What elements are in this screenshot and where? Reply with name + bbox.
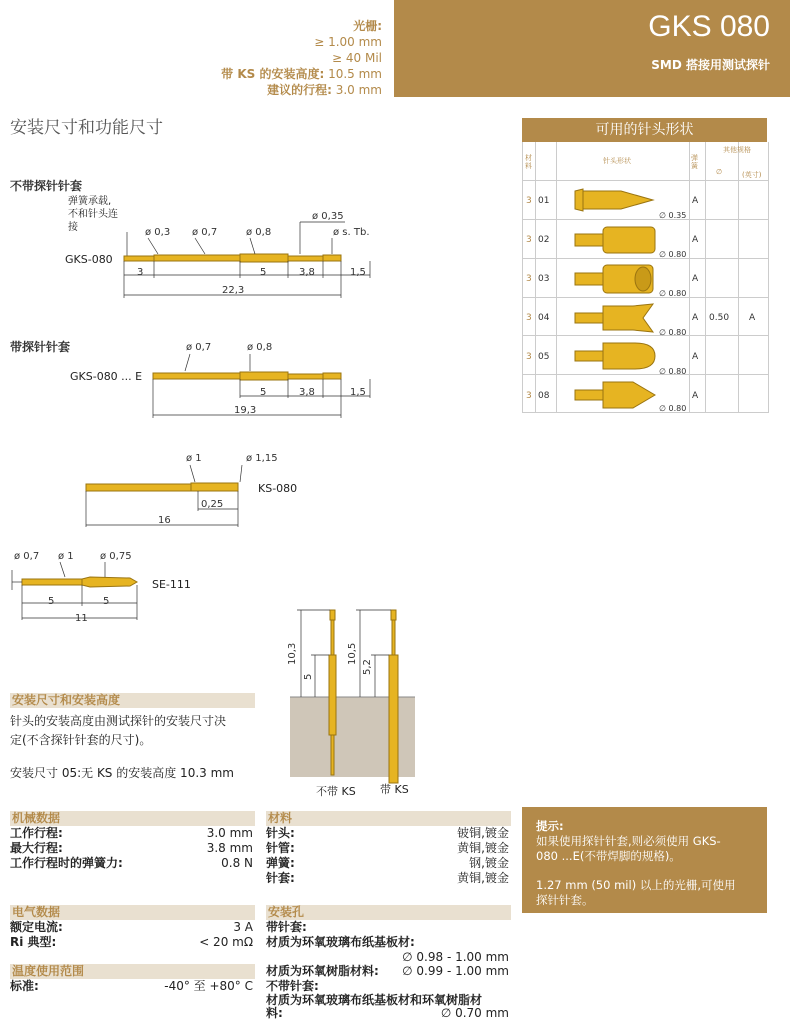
dim2-l5: 5 [260,387,267,398]
temp-value: -40° 至 +80° C [164,979,253,993]
tip-table-grid [522,142,769,413]
drawing4-label: SE-111 [152,578,191,591]
tip-shape-icon [573,379,663,411]
hole-key: 材质为环氧树脂材料: [266,964,379,978]
mount-diagram [285,605,425,785]
dim2-d07: ø 0,7 [186,342,212,353]
model-title: GKS 080 [648,10,770,43]
hole-value: ∅ 0.98 - 1.00 mm [402,950,509,964]
hole-row [266,964,509,979]
row-mat: 3 [526,235,532,245]
dim4-d1: ø 1 [58,551,74,562]
elec-key: Ri 典型: [10,935,57,949]
dim2-l38: 3,8 [299,387,315,398]
install-line-3: 安装尺寸 05:无 KS 的安装高度 10.3 mm [10,766,234,780]
elec-value: 3 A [233,920,253,934]
pitch-mil: ≥ 40 Mil [332,51,382,65]
tip-shape-icon [573,225,663,255]
row-code: 02 [538,235,550,245]
note-line: 不和针头连 [68,209,118,220]
col-other: 其他规格 [723,146,751,154]
col-material: 材料 [525,154,532,170]
hint-line-3: 1.27 mm (50 mil) 以上的光栅,可使用 [536,878,736,892]
mat-row [266,871,509,886]
dim-l15: 1,5 [350,267,366,278]
dim3-l025: 0,25 [201,499,224,510]
hole-key: 不带针套: [266,979,319,993]
model-subtitle: SMD 搭接用测试探针 [651,58,770,72]
dim2-l15: 1,5 [350,387,366,398]
dim-d08: ø 0,8 [246,227,272,238]
elec-key: 额定电流: [10,920,63,934]
row-dia: ∅ 0.80 [659,328,687,337]
hole-row [266,935,509,950]
drawing2-title: 带探针针套 [10,340,71,354]
install-band: 安装尺寸和安装高度 [10,693,255,708]
hint-line-2: 080 ...E(不带焊脚的规格)。 [536,849,681,863]
mech-value: 0.8 N [221,856,253,870]
temp-row [10,979,253,994]
dim4-l5a: 5 [48,596,55,607]
row-dia: ∅ 0.80 [659,250,687,259]
note-line: 弹簧承载, [68,196,112,207]
tip-shape-icon [573,263,663,295]
height-value: 10.5 mm [328,67,382,81]
dim-l223: 22,3 [222,285,245,296]
row-mat: 3 [526,352,532,362]
hole-value: ∅ 0.99 - 1.00 mm [402,964,509,978]
mat-key: 针管: [266,841,295,855]
stroke-label: 建议的行程: [267,83,332,97]
dim2-l193: 19,3 [234,405,257,416]
dim3-d115: ø 1,15 [246,453,278,464]
mech-key: 最大行程: [10,841,63,855]
mat-key: 针套: [266,871,295,885]
row-code: 01 [538,196,550,206]
hint-title: 提示: [536,819,564,833]
hole-key: 带针套: [266,920,307,934]
mat-row [266,826,509,841]
dim3-d1: ø 1 [186,453,202,464]
holes-band: 安装孔 [266,905,511,920]
mech-value: 3.0 mm [206,826,253,840]
dim-d03: ø 0,3 [145,227,171,238]
row-mat: 3 [526,196,532,206]
mech-row [10,856,253,871]
row-spring: A [692,196,699,206]
drawing2-label: GKS-080 ... E [70,370,143,383]
note-line: 接 [68,222,78,233]
tip-shape-icon [573,302,663,334]
install-line-1: 针头的安装高度由测试探针的安装尺寸决 [10,714,227,728]
pitch-mm: ≥ 1.00 mm [314,35,382,49]
install-text [10,712,234,783]
mat-row [266,856,509,871]
row-mat: 3 [526,313,532,323]
col-dia: ∅ [716,168,723,176]
dim-l38: 3,8 [299,267,315,278]
col-spring: 弹簧 [691,154,698,170]
row-mat: 3 [526,274,532,284]
tip-shape-icon [573,187,663,213]
drawing1-title: 不带探针针套 [10,179,83,193]
height-label: 带 KS 的安装高度: [221,67,325,81]
hint-line-4: 探针针套。 [536,893,594,907]
temperature-band: 温度使用范围 [10,964,255,979]
hole-key: 材质为环氧玻璃布纸基板材和环氧树脂材 [266,993,483,1007]
row-dia: ∅ 0.80 [659,367,687,376]
hole-row [266,1006,509,1021]
row-spring: A [692,313,699,323]
hint-line-1: 如果使用探针针套,则必须使用 GKS- [536,834,721,848]
row-code: 08 [538,391,550,401]
mat-key: 针头: [266,826,295,840]
header-specs [221,18,382,98]
elec-row [10,920,253,935]
dim-d035: ø 0,35 [312,211,344,222]
hole-row [266,950,509,965]
elec-row [10,935,253,950]
pitch-label: 光栅: [353,19,382,33]
row-code: 05 [538,352,550,362]
header-box [394,0,790,97]
mech-key: 工作行程时的弹簧力: [10,856,123,870]
dim3-l16: 16 [158,515,171,526]
col-shape: 针头形状 [603,157,631,165]
stroke-value: 3.0 mm [335,83,382,97]
tip-table [522,118,767,413]
dim4-d07: ø 0,7 [14,551,40,562]
tip-shape-icon [573,340,663,372]
mat-row [266,841,509,856]
row-dia: ∅ 0.80 [659,289,687,298]
row-code: 03 [538,274,550,284]
mount-h52: 5,2 [362,659,373,675]
drawing3-label: KS-080 [258,482,298,495]
row-spring: A [692,235,699,245]
mount-h103: 10,3 [287,642,298,665]
col-inch: (英寸) [742,171,762,179]
mech-key: 工作行程: [10,826,63,840]
materials-band: 材料 [266,811,511,826]
dim4-d075: ø 0,75 [100,551,132,562]
hole-key: 材质为环氧玻璃布纸基板材: [266,935,415,949]
temp-key: 标准: [10,979,39,993]
electrical-band: 电气数据 [10,905,255,920]
dim-d07: ø 0,7 [192,227,218,238]
dim-l5: 5 [260,267,267,278]
row-other-i: A [749,313,756,323]
drawing1-label: GKS-080 [65,253,113,266]
section-title: 安装尺寸和功能尺寸 [10,118,163,138]
mat-value: 铍铜,镀金 [457,826,509,840]
mount-h105: 10,5 [347,642,358,665]
hole-value: ∅ 0.70 mm [440,1006,509,1020]
hole-key: 料: [266,1006,283,1020]
mount-h5: 5 [303,673,314,680]
dim4-l11: 11 [75,613,88,624]
row-other-d: 0.50 [709,313,730,323]
row-dia: ∅ 0.35 [659,211,687,220]
row-mat: 3 [526,391,532,401]
elec-value: < 20 mΩ [199,935,253,949]
mat-value: 黄铜,镀金 [457,871,509,885]
mech-row [10,841,253,856]
mech-value: 3.8 mm [206,841,253,855]
hole-row [266,920,509,935]
mechanical-band: 机械数据 [10,811,255,826]
dim2-d08: ø 0,8 [247,342,273,353]
label-no-ks: 不带 KS [316,785,356,798]
dim-l3: 3 [137,267,144,278]
dim4-l5b: 5 [103,596,110,607]
hint-box [522,807,767,913]
mech-row [10,826,253,841]
mat-key: 弹簧: [266,856,295,870]
tip-table-title: 可用的针头形状 [522,118,767,142]
install-line-2: 定(不含探针针套的尺寸)。 [10,733,152,747]
row-spring: A [692,274,699,284]
row-spring: A [692,352,699,362]
mat-value: 黄铜,镀金 [457,841,509,855]
label-with-ks: 带 KS [380,783,409,796]
hole-row [266,979,509,994]
row-spring: A [692,391,699,401]
mat-value: 钢,镀金 [469,856,509,870]
row-code: 04 [538,313,550,323]
row-dia: ∅ 0.80 [659,404,687,413]
dim-dstb: ø s. Tb. [333,227,370,238]
